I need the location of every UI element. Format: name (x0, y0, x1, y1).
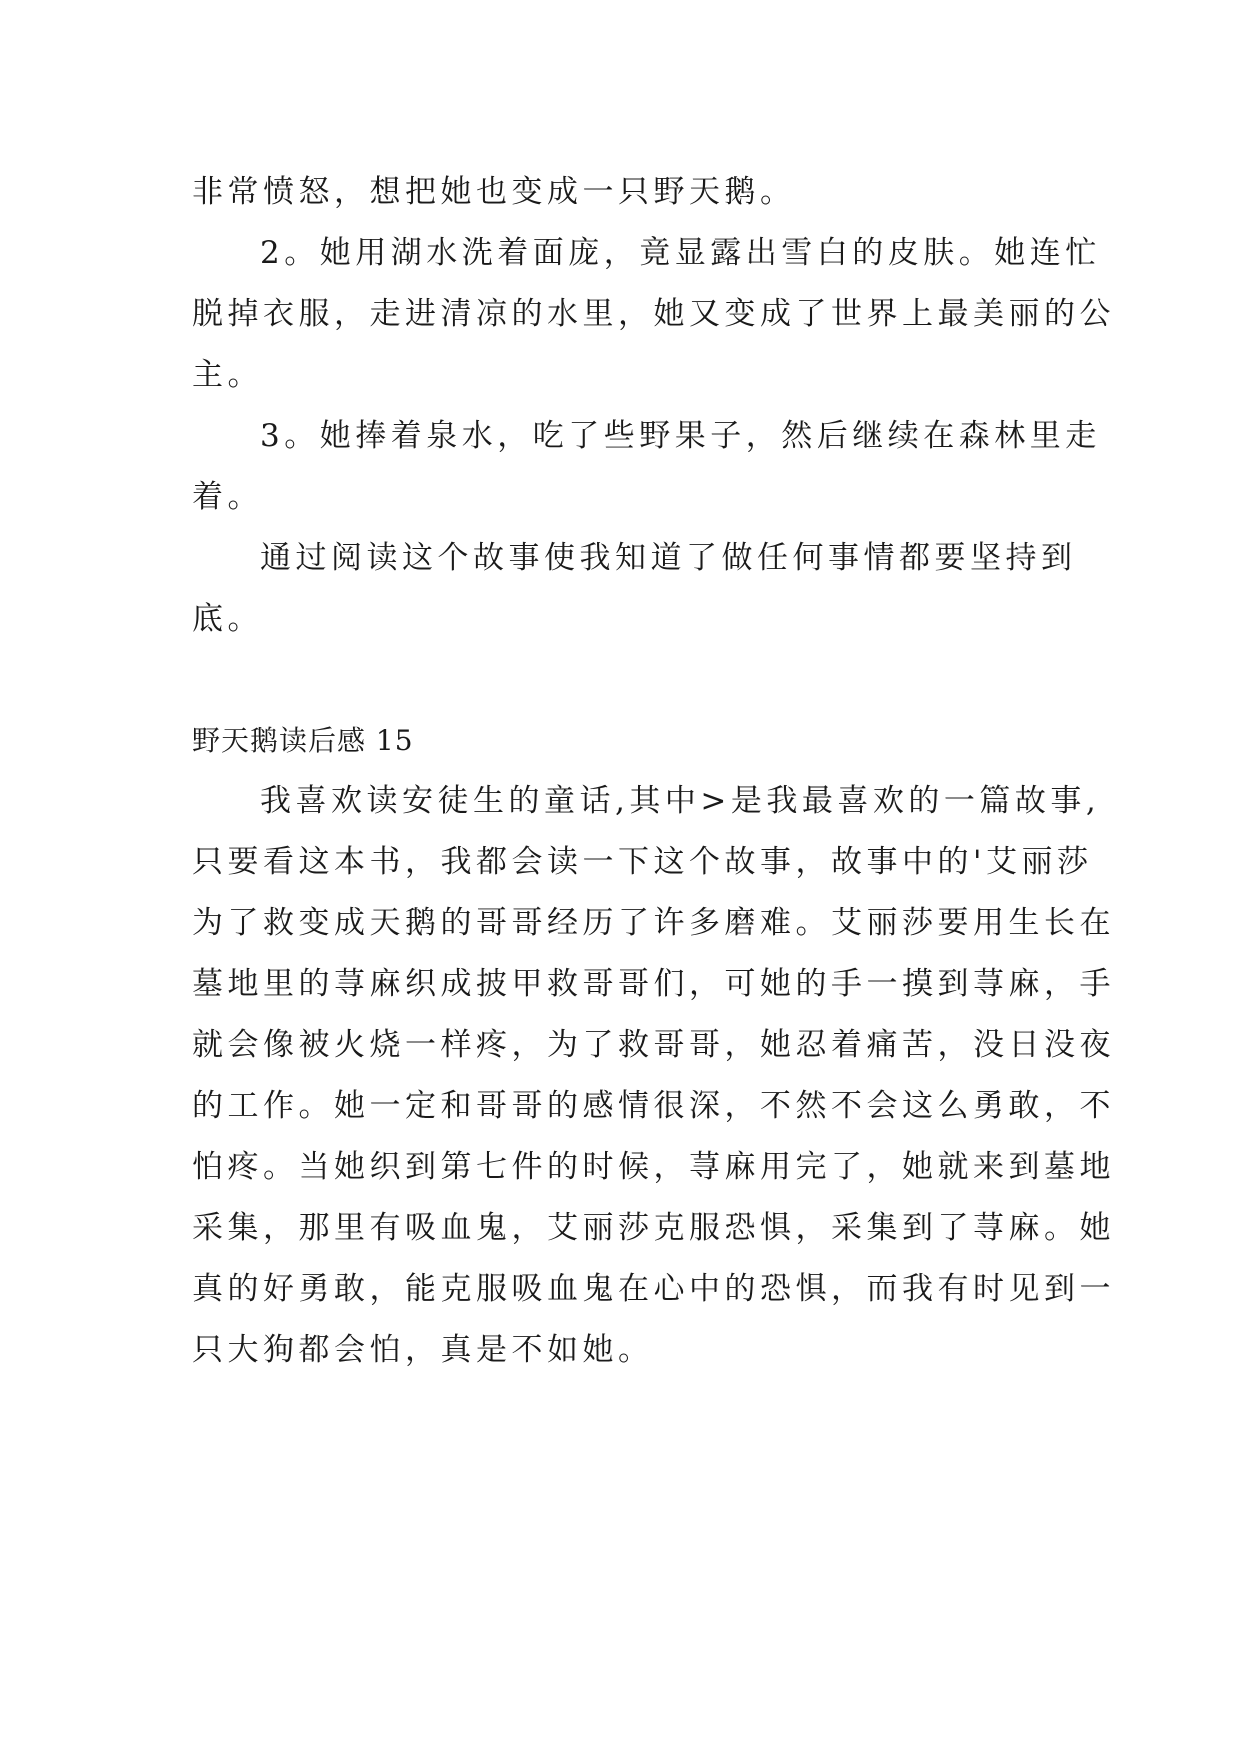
paragraph-line: 只要看这本书，我都会读一下这个故事，故事中的'艾丽莎 (192, 844, 1093, 880)
paragraph-line: 主。 (192, 357, 263, 393)
paragraph-line: 非常愤怒，想把她也变成一只野天鹅。 (192, 174, 796, 210)
paragraph-line: 脱掉衣服，走进清凉的水里，她又变成了世界上最美丽的公 (192, 296, 1115, 332)
paragraph-line: 只大狗都会怕，真是不如她。 (192, 1332, 654, 1368)
paragraph-line: 着。 (192, 479, 263, 515)
paragraph-line: 真的好勇敢，能克服吸血鬼在心中的恐惧，而我有时见到一 (192, 1271, 1115, 1307)
paragraph-line: 为了救变成天鹅的哥哥经历了许多磨难。艾丽莎要用生长在 (192, 905, 1115, 941)
paragraph-line: 2。她用湖水洗着面庞，竟显露出雪白的皮肤。她连忙 (260, 235, 1101, 271)
paragraph-line: 怕疼。当她织到第七件的时候，荨麻用完了，她就来到墓地 (192, 1149, 1115, 1185)
paragraph-line: 我喜欢读安徒生的童话,其中>是我最喜欢的一篇故事, (260, 783, 1101, 819)
section-title: 野天鹅读后感 15 (192, 724, 414, 757)
paragraph-line: 通过阅读这个故事使我知道了做任何事情都要坚持到 (260, 540, 1077, 576)
paragraph-line: 采集，那里有吸血鬼，艾丽莎克服恐惧，采集到了荨麻。她 (192, 1210, 1115, 1246)
paragraph-line: 3。她捧着泉水，吃了些野果子，然后继续在森林里走 (260, 418, 1101, 454)
document-page (192, 162, 1115, 1381)
paragraph-line: 墓地里的荨麻织成披甲救哥哥们，可她的手一摸到荨麻，手 (192, 966, 1115, 1002)
paragraph-line: 底。 (192, 601, 263, 637)
paragraph-line: 的工作。她一定和哥哥的感情很深，不然不会这么勇敢，不 (192, 1088, 1115, 1124)
paragraph-line: 就会像被火烧一样疼，为了救哥哥，她忍着痛苦，没日没夜 (192, 1027, 1115, 1063)
